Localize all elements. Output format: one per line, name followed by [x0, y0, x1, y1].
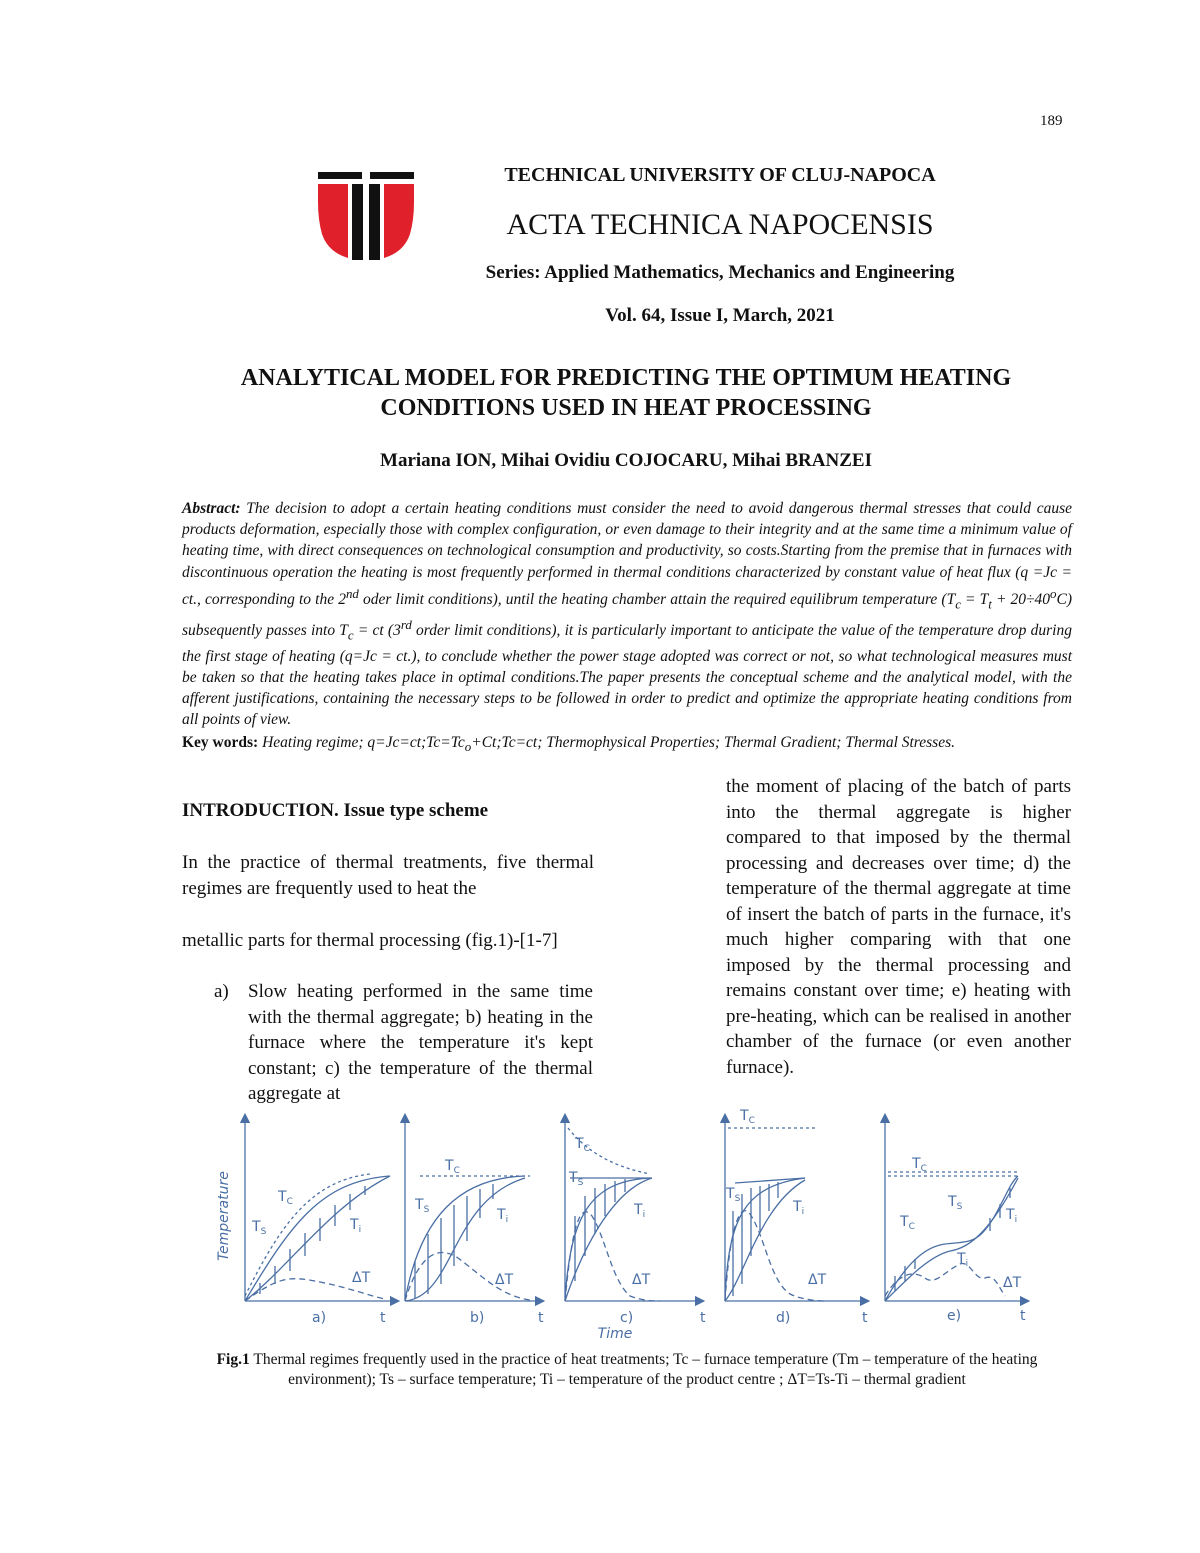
label-tc: $T_C$ — [445, 1158, 460, 1176]
axis-t-label: t — [700, 1310, 706, 1326]
logo-bar-left — [318, 172, 362, 179]
subscript: t — [988, 596, 992, 612]
label-ti: $T_i$ — [1006, 1207, 1018, 1225]
logo-stem-left — [352, 184, 363, 260]
superscript: rd — [400, 617, 412, 633]
figure-caption — [182, 1350, 1072, 1390]
abstract-text: = T — [960, 590, 989, 608]
label-dt: ΔT — [495, 1272, 514, 1288]
label-tc: $T_C$ — [278, 1189, 293, 1207]
line-ts-top — [735, 1178, 805, 1183]
keywords-text: +Ct;Tc=ct; Thermophysical Properties; Thermal Gradient; Thermal Stresses. — [471, 734, 955, 751]
label-ti: $T_i$ — [634, 1202, 646, 1220]
label-tc: $T_C$ — [912, 1156, 927, 1174]
label-tc: $T_C$ — [900, 1214, 915, 1232]
keywords-text: Heating regime; q=Jc=ct;Tc=Tc — [258, 734, 465, 751]
university-logo — [318, 172, 414, 264]
superscript: o — [1050, 585, 1057, 601]
university-name: TECHNICAL UNIVERSITY OF CLUJ-NAPOCA — [504, 164, 936, 186]
label-tc: $T_C$ — [575, 1136, 590, 1154]
label-ts: $T_S$ — [569, 1170, 584, 1188]
panel-label-a: a) — [312, 1310, 327, 1326]
label-ti: $T_i$ — [957, 1251, 969, 1269]
subscript: c — [347, 627, 354, 643]
page-number: 189 — [1040, 113, 1063, 129]
panel-label-b: b) — [470, 1310, 485, 1326]
logo-red-right — [384, 184, 414, 258]
abstract — [182, 498, 1072, 731]
axis-t-label: t — [538, 1310, 544, 1326]
x-axis-label: Time — [597, 1326, 633, 1342]
keywords — [182, 733, 1072, 757]
logo-bar-right — [370, 172, 414, 179]
keywords-label: Key words: — [182, 734, 259, 751]
panel-a — [245, 1118, 395, 1301]
journal-series: Series: Applied Mathematics, Mechanics and Engineering — [485, 262, 955, 283]
logo-red-left — [318, 184, 348, 258]
abstract-text: oder limit conditions), until the heating chamber attain the required equilibrum temperature (T — [358, 590, 956, 608]
panel-label-c: c) — [620, 1310, 634, 1326]
section-heading: INTRODUCTION. Issue type scheme — [182, 800, 489, 821]
superscript: nd — [345, 585, 359, 601]
y-axis-label: Temperature — [216, 1171, 232, 1261]
subscript: c — [955, 596, 961, 612]
journal-volume: Vol. 64, Issue I, March, 2021 — [605, 305, 835, 326]
label-ti: $T_i$ — [350, 1217, 362, 1235]
panel-label-e: e) — [947, 1308, 962, 1324]
label-ti: $T_i$ — [497, 1207, 509, 1225]
intro-paragraph: metallic parts for thermal processing (fig.1)-[1-7] — [182, 930, 558, 951]
label-dt: ΔT — [1003, 1275, 1022, 1291]
panel-label-d: d) — [776, 1310, 791, 1326]
abstract-text: + 20÷40 — [991, 590, 1051, 608]
curve-dt — [885, 1263, 1005, 1296]
figure-thermal-regimes — [200, 1106, 1040, 1346]
abstract-label: Abstract: — [182, 500, 241, 517]
label-ti: $T_i$ — [793, 1199, 805, 1217]
label-dt: ΔT — [352, 1270, 371, 1286]
list-marker: a) — [214, 981, 229, 1002]
label-ts: $T_S$ — [948, 1194, 963, 1212]
label-tc: $T_C$ — [740, 1108, 755, 1126]
subscript: o — [464, 739, 472, 755]
label-ts: $T_S$ — [415, 1197, 430, 1215]
abstract-text: order limit conditions), it is particularly important to anticipate the value of the temperature drop during the first stage of heating (q=Jc = ct.), to conclude whether the power stage adopted was correct or not, so what technological measures must be taken so that the heating takes place in optimal conditions.The paper presents the conceptual scheme and the analytical model, with the afferent justifications, containing the necessary steps to be followed in order to predict and optimize the appropriate heating conditions from all points of view. — [182, 622, 1072, 729]
label-dt: ΔT — [808, 1272, 827, 1288]
logo-stem-right — [369, 184, 380, 260]
right-column-text: the moment of placing of the batch of parts into the thermal aggregate is higher compared to that imposed by the thermal processing and decreases over time; d) the temperature of the thermal aggregate at time of insert the batch of parts in the furnace, it's much higher comparing with that one imposed by the thermal processing and remains constant over time; e) heating with pre-heating, which can be realised in another chamber of the furnace (or even another furnace). — [726, 776, 1071, 1078]
axis-t-label: t — [862, 1310, 868, 1326]
label-ts: $T_S$ — [726, 1186, 741, 1204]
caption-text: Thermal regimes frequently used in the practice of heat treatments; Tc – furnace temperature (Tm – temperature of the heating environment); Ts – surface temperature; Ti – temperature of the product centre ; ΔT=Ts-Ti – thermal gradient — [249, 1351, 1038, 1388]
intro-paragraph: In the practice of thermal treatments, five thermal regimes are frequently used to heat the — [182, 852, 594, 899]
list-item: Slow heating performed in the same time with the thermal aggregate; b) heating in the furnace where the temperature it's kept constant; c) the temperature of the thermal aggregate at — [248, 981, 593, 1104]
caption-label: Fig.1 — [216, 1351, 250, 1368]
paper-title: ANALYTICAL MODEL FOR PREDICTING THE OPTIMUM HEATING CONDITIONS USED IN HEAT PROCESSING — [240, 365, 1012, 421]
abstract-text: C) subsequently passes into T — [182, 590, 1072, 640]
abstract-text: The decision to adopt a certain heating conditions must consider the need to avoid dangerous thermal stresses that could cause products deformation, especially those with complex configuration, or even damage to their integrity and at the same time a minimum value of heating time, with direct consequences on technological consumption and productivity, so costs.Starting from the premise that in furnaces with discontinuous operation the heating is most frequently performed in thermal conditions characterized by constant value of heat flux (q =Jc = ct., corresponding to the 2 — [182, 500, 1073, 608]
journal-title: ACTA TECHNICA NAPOCENSIS — [506, 208, 934, 241]
label-ts: $T_S$ — [252, 1219, 267, 1237]
axis-t-label: t — [1020, 1308, 1026, 1324]
label-dt: ΔT — [632, 1272, 651, 1288]
paper-authors: Mariana ION, Mihai Ovidiu COJOCARU, Mihai BRANZEI — [380, 450, 872, 471]
abstract-text: = ct (3 — [353, 622, 401, 640]
axis-t-label: t — [380, 1310, 386, 1326]
